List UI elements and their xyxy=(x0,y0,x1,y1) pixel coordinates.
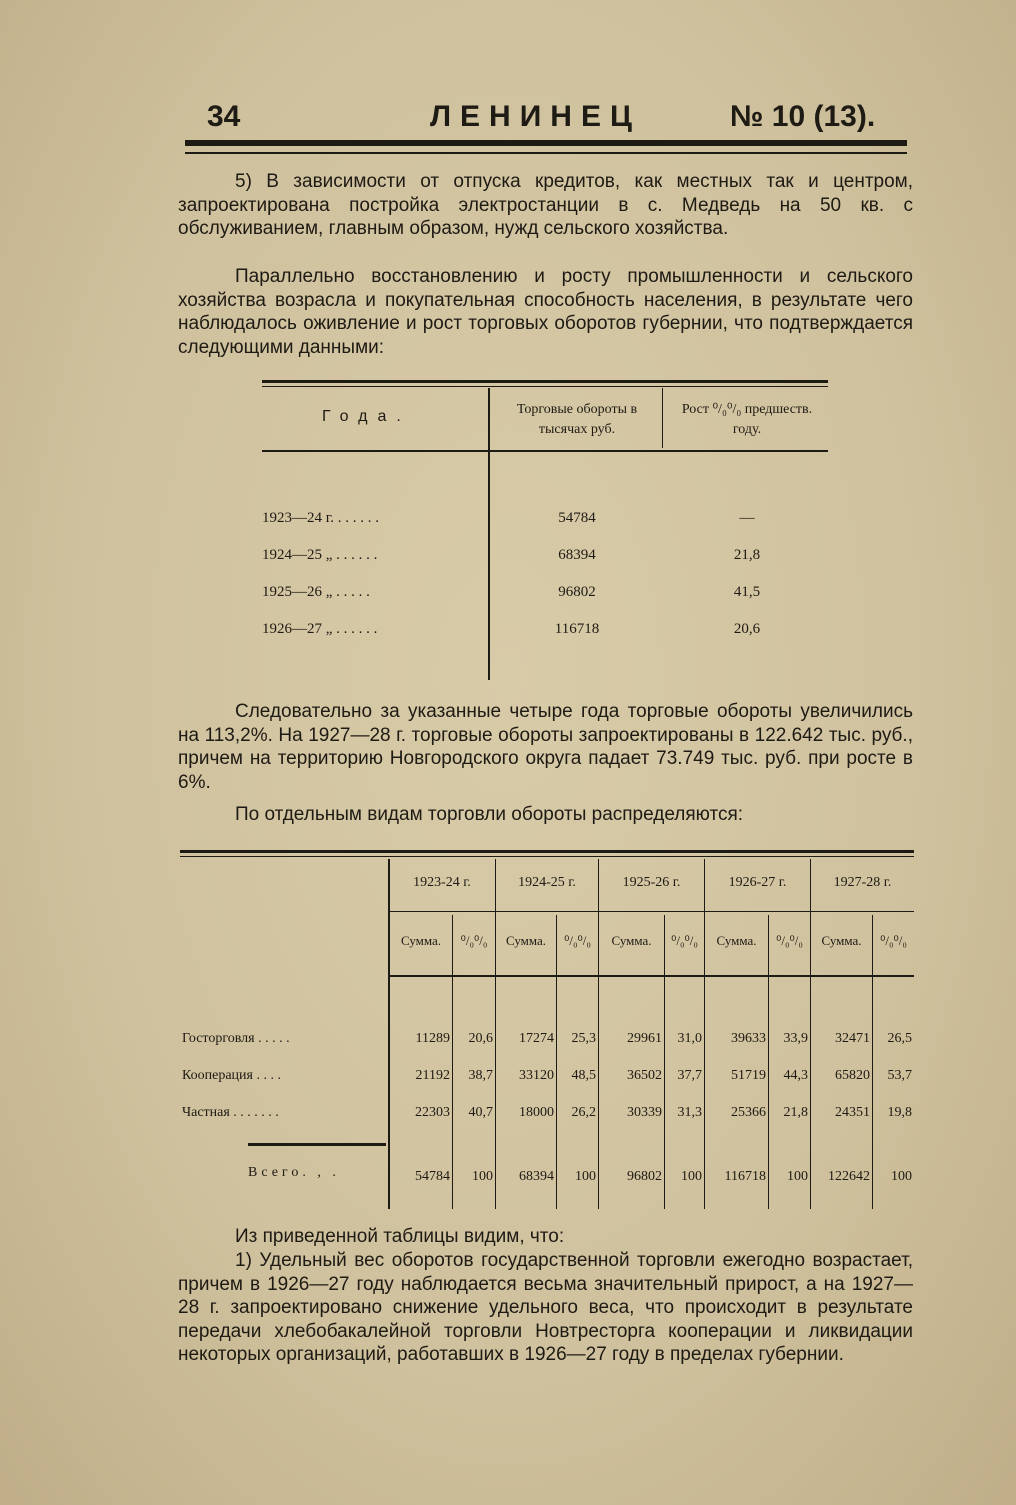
table-cell: 24351 xyxy=(835,1105,870,1120)
table-cell: 20,6 xyxy=(468,1031,493,1046)
paragraph-4: По отдельным видам торговли обороты распределяются: xyxy=(235,804,744,825)
table-cell: 33,9 xyxy=(783,1031,808,1046)
row-turnover: 68394 xyxy=(558,547,596,563)
row-turnover: 54784 xyxy=(558,510,596,526)
row-year: 1923—24 г. . . . . . . xyxy=(262,510,379,526)
row-turnover: 96802 xyxy=(558,584,596,600)
row-growth: 41,5 xyxy=(733,584,761,600)
subcolumn-divider xyxy=(872,915,873,1209)
total-cell: 54784 xyxy=(415,1169,450,1184)
table-cell: 19,8 xyxy=(887,1105,912,1120)
issue-number: № 10 (13). xyxy=(730,100,876,133)
total-cell: 100 xyxy=(891,1169,912,1184)
table-cell: 48,5 xyxy=(571,1068,596,1083)
table-row xyxy=(262,510,828,534)
subcolumn-divider xyxy=(556,915,557,1209)
table-cell: 37,7 xyxy=(677,1068,702,1083)
header-turnover: Торговые обороты в тысячах руб. xyxy=(516,402,638,437)
page-header xyxy=(185,100,910,140)
header-growth: Рост ⁰/₀⁰/₀ предшеств. году. xyxy=(681,402,813,437)
sum-header: Сумма. xyxy=(821,933,862,948)
year-header: 1926-27 г. xyxy=(728,875,787,890)
row-growth: — xyxy=(739,510,755,526)
percent-header: ⁰/₀⁰/₀ xyxy=(460,933,488,948)
table-cell: 11289 xyxy=(415,1031,450,1046)
table-cell: 31,3 xyxy=(677,1105,702,1120)
table-row xyxy=(262,584,828,608)
paragraph-2: Параллельно восстановлению и росту промышленности и сельского хозяйства возрасла и покупательная способность населения, в результате чего наблюдалось оживление и рост торговых оборотов губернии, что подтверждается следующими данными: xyxy=(178,266,913,358)
header-rule-thin xyxy=(185,152,907,154)
table-cell: 36502 xyxy=(627,1068,662,1083)
percent-header: ⁰/₀⁰/₀ xyxy=(880,933,907,948)
trade-breakdown-table xyxy=(180,845,914,1215)
table-row xyxy=(262,621,828,645)
subcolumn-divider xyxy=(452,915,453,1209)
table-cell: 26,2 xyxy=(571,1105,596,1120)
total-cell: 96802 xyxy=(627,1169,662,1184)
sum-header: Сумма. xyxy=(505,933,547,948)
table-cell: 30339 xyxy=(627,1105,662,1120)
header-divider xyxy=(390,975,914,977)
row-label-private: Частная . . . . . . . xyxy=(182,1105,279,1120)
table-cell: 25366 xyxy=(731,1105,766,1120)
sum-header: Сумма. xyxy=(716,933,757,948)
table-cell: 18000 xyxy=(519,1105,554,1120)
year-header: 1925-26 г. xyxy=(622,875,681,890)
percent-header: ⁰/₀⁰/₀ xyxy=(671,933,698,948)
table-cell: 40,7 xyxy=(468,1105,493,1120)
table-cell: 21,8 xyxy=(783,1105,808,1120)
subcolumn-divider xyxy=(768,915,769,1209)
year-header: 1923-24 г. xyxy=(413,875,471,890)
total-cell: 116718 xyxy=(724,1169,766,1184)
table-cell: 29961 xyxy=(627,1031,662,1046)
table-cell: 38,7 xyxy=(468,1068,493,1083)
header-divider xyxy=(262,450,828,452)
subcolumn-divider xyxy=(664,915,665,1209)
total-cell: 122642 xyxy=(828,1169,870,1184)
row-turnover: 116718 xyxy=(554,621,600,637)
year-header: 1927-28 г. xyxy=(833,875,892,890)
table-cell: 22303 xyxy=(415,1105,450,1120)
table-rule xyxy=(180,856,914,857)
table-cell: 65820 xyxy=(835,1068,870,1083)
paragraph-1: 5) В зависимости от отпуска кредитов, как местных так и центром, запроектирована постройка электростанции в с. Медведь на 50 кв. с обслуживанием, главным образом, нужд сельского хозяйства. xyxy=(178,171,913,239)
table-row xyxy=(262,547,828,571)
year-header-rule xyxy=(390,911,914,912)
table-cell: 25,3 xyxy=(571,1031,596,1046)
header-rule xyxy=(185,140,907,146)
column-divider xyxy=(662,388,663,448)
table-rule xyxy=(180,850,914,853)
sum-header: Сумма. xyxy=(400,933,442,948)
table-cell: 32471 xyxy=(835,1031,870,1046)
table-rule xyxy=(262,386,828,387)
table-rule xyxy=(262,380,828,383)
paragraph-5: Из приведенной таблицы видим, что: xyxy=(235,1226,565,1247)
table-cell: 51719 xyxy=(731,1068,766,1083)
row-year: 1924—25 „ . . . . . . xyxy=(262,547,378,563)
row-year: 1926—27 „ . . . . . . xyxy=(262,621,378,637)
total-cell: 100 xyxy=(472,1169,493,1184)
year-header: 1924-25 г. xyxy=(518,875,576,890)
total-rule xyxy=(248,1143,386,1146)
total-cell: 100 xyxy=(787,1169,808,1184)
table-cell: 44,3 xyxy=(783,1068,808,1083)
table-cell: 39633 xyxy=(731,1031,766,1046)
total-cell: 68394 xyxy=(519,1169,554,1184)
sum-header: Сумма. xyxy=(611,933,652,948)
paragraph-3: Следовательно за указанные четыре года торговые обороты увеличились на 113,2%. На 1927—28 г. торговые обороты запроектированы в 122.642 тыс. руб., причем на территорию Новгородского округа падает 73.749 тыс. руб. при росте в 6%. xyxy=(178,701,913,793)
row-growth: 21,8 xyxy=(733,547,761,563)
table-cell: 26,5 xyxy=(887,1031,912,1046)
total-cell: 100 xyxy=(575,1169,596,1184)
turnover-table xyxy=(262,380,828,680)
percent-header: ⁰/₀⁰/₀ xyxy=(564,933,591,948)
journal-title: ЛЕНИНЕЦ xyxy=(430,100,641,133)
row-label-state-trade: Госторговля . . . . . xyxy=(182,1031,290,1046)
table-cell: 53,7 xyxy=(887,1068,912,1083)
row-label-total: Всего. , . xyxy=(248,1165,340,1180)
percent-header: ⁰/₀⁰/₀ xyxy=(776,933,803,948)
total-cell: 100 xyxy=(681,1169,702,1184)
row-label-cooperation: Кооперация . . . . xyxy=(182,1068,281,1083)
row-growth: 20,6 xyxy=(733,621,761,637)
page-number: 34 xyxy=(207,100,241,133)
table-cell: 33120 xyxy=(519,1068,554,1083)
row-year: 1925—26 „ . . . . . xyxy=(262,584,370,600)
table-cell: 17274 xyxy=(519,1031,554,1046)
paragraph-6: 1) Удельный вес оборотов государственной торговли ежегодно возрастает, причем в 1926—27 году наблюдается весьма значительный прирост, а на 1927—28 г. запроектировано снижение удельного веса, что происходит в результате передачи хлебобакалейной торговли Новтресторга кооперации и ликвидации некоторых организаций, работавших в 1926—27 году в пределах губернии. xyxy=(178,1250,913,1365)
header-year: Года. xyxy=(322,408,411,425)
table-cell: 21192 xyxy=(415,1068,450,1083)
table-cell: 31,0 xyxy=(677,1031,702,1046)
